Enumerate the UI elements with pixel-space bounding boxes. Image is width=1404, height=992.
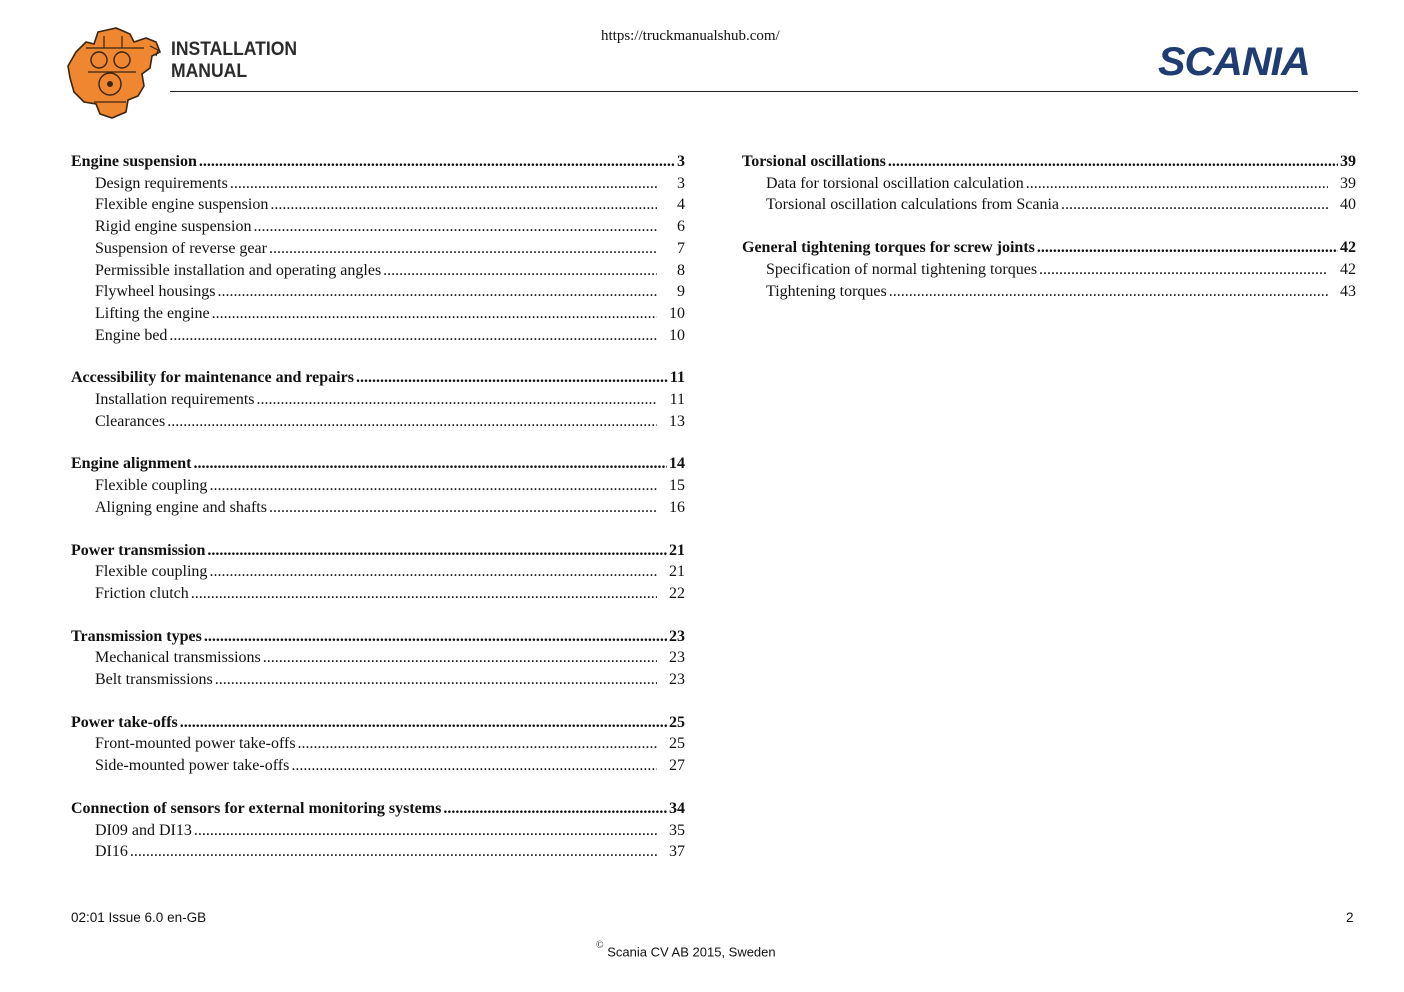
toc-entry-page: 3 xyxy=(677,174,685,192)
toc-entry-page: 16 xyxy=(669,498,685,516)
toc-entry-title: Power transmission xyxy=(71,541,206,559)
toc-chapter-entry[interactable] xyxy=(742,151,1356,173)
toc-section xyxy=(71,367,685,432)
toc-entry-page: 21 xyxy=(669,541,685,559)
toc-entry-title: Transmission types xyxy=(71,627,202,645)
toc-subsection-entry[interactable] xyxy=(71,389,685,411)
toc-subsection-entry[interactable] xyxy=(71,216,685,238)
title-line-1: INSTALLATION xyxy=(171,38,298,60)
toc-chapter-entry[interactable] xyxy=(742,237,1356,259)
copyright-text: Scania CV AB 2015, Sweden xyxy=(607,944,776,960)
toc-subsection-entry[interactable] xyxy=(71,194,685,216)
dot-leader xyxy=(199,151,675,173)
toc-entry-page: 42 xyxy=(1340,239,1356,257)
toc-chapter-entry[interactable] xyxy=(71,540,685,562)
toc-entry-title: Friction clutch xyxy=(95,584,189,602)
toc-entry-title: General tightening torques for screw joints xyxy=(742,239,1035,257)
toc-entry-page: 39 xyxy=(1340,174,1356,192)
dot-leader xyxy=(194,820,657,842)
toc-subsection-entry[interactable] xyxy=(71,669,685,691)
toc-entry-page: 42 xyxy=(1340,260,1356,278)
dot-leader xyxy=(889,281,1328,303)
dot-leader xyxy=(180,712,667,734)
toc-entry-page: 35 xyxy=(669,821,685,839)
toc-section xyxy=(71,540,685,605)
title-line-2: MANUAL xyxy=(171,60,248,82)
toc-entry-title: Front-mounted power take-offs xyxy=(95,735,296,753)
dot-leader xyxy=(443,798,667,820)
dot-leader xyxy=(1037,237,1338,259)
toc-entry-title: DI16 xyxy=(95,843,128,861)
header-divider xyxy=(170,91,1358,92)
toc-section xyxy=(71,712,685,777)
copyright-symbol: © xyxy=(596,940,604,951)
toc-subsection-entry[interactable] xyxy=(71,647,685,669)
dot-leader xyxy=(1061,194,1328,216)
toc-entry-page: 15 xyxy=(669,477,685,495)
toc-entry-title: Tightening torques xyxy=(766,282,887,300)
dot-leader xyxy=(167,411,657,433)
toc-subsection-entry[interactable] xyxy=(71,733,685,755)
toc-entry-page: 10 xyxy=(669,326,685,344)
dot-leader xyxy=(1039,259,1328,281)
toc-chapter-entry[interactable] xyxy=(71,453,685,475)
toc-entry-page: 21 xyxy=(669,563,685,581)
toc-entry-title: Belt transmissions xyxy=(95,671,213,689)
toc-subsection-entry[interactable] xyxy=(71,303,685,325)
toc-entry-title: Accessibility for maintenance and repairs xyxy=(71,369,354,387)
toc-entry-title: Torsional oscillations xyxy=(742,153,886,170)
dot-leader xyxy=(169,325,657,347)
toc-entry-title: Clearances xyxy=(95,412,166,430)
dot-leader xyxy=(263,647,657,669)
page-number: 2 xyxy=(1346,910,1354,925)
toc-entry-title: Suspension of reverse gear xyxy=(95,239,267,257)
toc-subsection-entry[interactable] xyxy=(71,173,685,195)
toc-entry-page: 34 xyxy=(669,799,685,817)
toc-entry-page: 11 xyxy=(669,369,685,387)
toc-chapter-entry[interactable] xyxy=(71,151,685,173)
toc-entry-title: Lifting the engine xyxy=(95,304,210,322)
toc-entry-title: Permissible installation and operating angles xyxy=(95,261,382,279)
dot-leader xyxy=(209,475,657,497)
toc-entry-page: 13 xyxy=(669,412,685,430)
toc-entry-title: Power take-offs xyxy=(71,713,178,731)
toc-subsection-entry[interactable] xyxy=(742,194,1356,216)
toc-entry-page: 23 xyxy=(669,627,685,645)
toc-subsection-entry[interactable] xyxy=(71,561,685,583)
dot-leader xyxy=(204,626,667,648)
dot-leader xyxy=(291,755,657,777)
toc-subsection-entry[interactable] xyxy=(71,475,685,497)
toc-subsection-entry[interactable] xyxy=(71,260,685,282)
toc-entry-page: 43 xyxy=(1340,282,1356,300)
brand-logo: SCANIA xyxy=(1158,40,1310,84)
toc-entry-title: Flexible coupling xyxy=(95,477,208,495)
toc-subsection-entry[interactable] xyxy=(71,841,685,863)
dot-leader xyxy=(191,583,657,605)
toc-entry-title: Engine alignment xyxy=(71,455,192,473)
toc-entry-title: Design requirements xyxy=(95,174,228,192)
toc-subsection-entry[interactable] xyxy=(742,281,1356,303)
toc-entry-page: 7 xyxy=(677,239,685,257)
dot-leader xyxy=(257,389,657,411)
toc-entry-page: 4 xyxy=(677,196,685,214)
dot-leader xyxy=(1026,173,1328,195)
toc-entry-page: 37 xyxy=(669,843,685,861)
source-url[interactable]: https://truckmanualshub.com/ xyxy=(601,28,780,44)
dot-leader xyxy=(270,194,657,216)
dot-leader xyxy=(212,303,657,325)
toc-entry-title: Installation requirements xyxy=(95,391,255,409)
dot-leader xyxy=(209,561,657,583)
toc-entry-page: 6 xyxy=(677,218,685,236)
toc-subsection-entry[interactable] xyxy=(71,238,685,260)
toc-entry-title: Side-mounted power take-offs xyxy=(95,757,290,775)
dot-leader xyxy=(356,367,668,389)
toc-chapter-entry[interactable] xyxy=(71,626,685,648)
toc-subsection-entry[interactable] xyxy=(71,325,685,347)
toc-entry-page: 11 xyxy=(669,391,685,409)
toc-entry-page: 27 xyxy=(669,757,685,775)
dot-leader xyxy=(269,497,657,519)
toc-section xyxy=(71,626,685,691)
toc-entry-page: 25 xyxy=(669,713,685,731)
dot-leader xyxy=(888,151,1338,173)
dot-leader xyxy=(298,733,657,755)
toc-entry-page: 40 xyxy=(1340,196,1356,214)
toc-entry-title: Specification of normal tightening torques xyxy=(766,260,1038,278)
toc-entry-title: Rigid engine suspension xyxy=(95,218,252,236)
toc-section xyxy=(742,151,1356,216)
document-reference: 02:01 Issue 6.0 en-GB xyxy=(71,910,207,925)
toc-entry-title: Data for torsional oscillation calculation xyxy=(766,174,1024,192)
dot-leader xyxy=(383,260,657,282)
dot-leader xyxy=(217,281,657,303)
dot-leader xyxy=(215,669,657,691)
toc-section xyxy=(71,798,685,863)
toc-entry-title: Engine suspension xyxy=(71,153,197,170)
toc-left-column xyxy=(71,151,685,884)
toc-entry-page: 22 xyxy=(669,584,685,602)
toc-entry-title: Engine bed xyxy=(95,326,168,344)
toc-chapter-entry[interactable] xyxy=(71,712,685,734)
toc-entry-title: Aligning engine and shafts xyxy=(95,498,267,516)
toc-entry-page: 8 xyxy=(677,261,685,279)
toc-subsection-entry[interactable] xyxy=(71,820,685,842)
dot-leader xyxy=(207,540,667,562)
toc-subsection-entry[interactable] xyxy=(71,497,685,519)
toc-entry-page: 10 xyxy=(669,304,685,322)
toc-subsection-entry[interactable] xyxy=(71,411,685,433)
toc-entry-page: 39 xyxy=(1340,153,1356,170)
toc-section xyxy=(71,453,685,518)
toc-entry-title: Connection of sensors for external monitoring systems xyxy=(71,799,442,817)
toc-entry-page: 25 xyxy=(669,735,685,753)
toc-entry-title: Flywheel housings xyxy=(95,283,216,301)
toc-entry-title: Mechanical transmissions xyxy=(95,649,261,667)
toc-entry-title: Torsional oscillation calculations from Scania xyxy=(766,196,1060,214)
document-title xyxy=(171,38,297,82)
toc-subsection-entry[interactable] xyxy=(742,173,1356,195)
toc-subsection-entry[interactable] xyxy=(71,583,685,605)
toc-entry-page: 14 xyxy=(669,455,685,473)
toc-entry-page: 23 xyxy=(669,671,685,689)
toc-entry-page: 9 xyxy=(677,283,685,301)
toc-entry-title: DI09 and DI13 xyxy=(95,821,192,839)
dot-leader xyxy=(193,453,667,475)
dot-leader xyxy=(269,238,657,260)
dot-leader xyxy=(130,841,657,863)
copyright-notice xyxy=(596,940,776,960)
toc-chapter-entry[interactable] xyxy=(71,798,685,820)
toc-entry-page: 23 xyxy=(669,649,685,667)
toc-entry-title: Flexible coupling xyxy=(95,563,208,581)
toc-chapter-entry[interactable] xyxy=(71,367,685,389)
toc-right-column xyxy=(742,151,1356,323)
toc-subsection-entry[interactable] xyxy=(71,755,685,777)
toc-subsection-entry[interactable] xyxy=(742,259,1356,281)
toc-section xyxy=(71,151,685,346)
toc-section xyxy=(742,237,1356,302)
dot-leader xyxy=(253,216,657,238)
toc-entry-page: 3 xyxy=(677,153,685,170)
engine-icon xyxy=(64,22,164,122)
dot-leader xyxy=(230,173,657,195)
toc-entry-title: Flexible engine suspension xyxy=(95,196,269,214)
toc-subsection-entry[interactable] xyxy=(71,281,685,303)
